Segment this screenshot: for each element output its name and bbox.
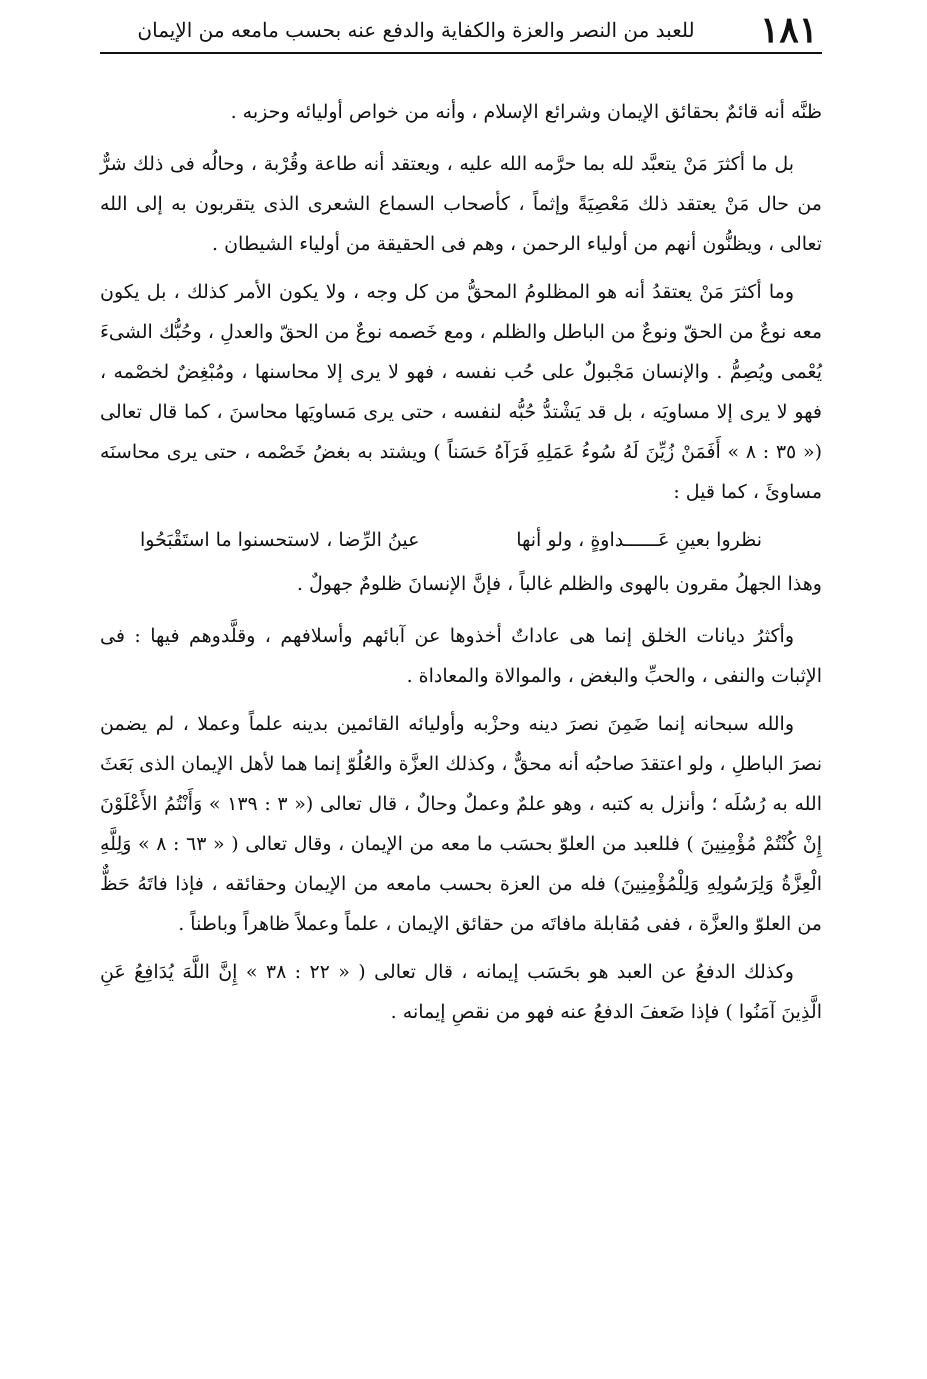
- paragraph: ظنَّه أنه قائمٌ بحقائق الإيمان وشرائع الإسلام ، وأنه من خواص أوليائه وحزبه .: [230, 101, 822, 123]
- page-number: ١٨١: [759, 9, 818, 51]
- running-head: للعبد من النصر والعزة والكفاية والدفع عنه بحسب مامعه من الإيمان: [137, 18, 695, 42]
- verse-second-hemistich: عينُ الرِّضا ، لاستحسنوا ما استَقْبَحُوا: [140, 529, 420, 551]
- verse-first-hemistich: نظروا بعينِ عَــــــداوةٍ ، ولو أنها: [516, 529, 762, 551]
- paragraph: وكذلك الدفعُ عن العبد هو بحَسَب إيمانه ، قال تعالى ( « ٢٢ : ٣٨ » إِنَّ اللَّهَ يُدَافِعُ عَنِ الَّذِينَ آمَنُوا ) فإذا ضَعفَ الدفعُ عنه فهو من نقصِ إيمانه .: [100, 961, 822, 1023]
- paragraph: وما أكثرَ مَنْ يعتقدُ أنه هو المظلومُ المحقُّ من كل وجه ، ولا يكون الأمر كذلك ، بل يكون معه نوعٌ من الحقّ ونوعٌ من الباطل والظلم ، ومع خَصمه نوعٌ من الحقّ والعدلِ ، وحُبُّك الشىءَ يُعْمى ويُصِمُّ . والإنسان مَجْبولٌ على حُب نفسه ، فهو لا يرى إلا محاسنها ، ومُبْغِضٌ لخصْمه ، فهو لا يرى إلا مساويَه ، بل قد يَشْتدُّ حُبُّه لنفسه ، حتى يرى مَساويَها محاسنَ ، كما قال تعالى (« ٣٥ : ٨ » أَفَمَنْ زُيِّنَ لَهُ سُوءُ عَمَلِهِ فَرَآهُ حَسَناً ) ويشتد به بغضُ خَصْمه ، حتى يرى محاسنَه مساوئَ ، كما قيل :: [100, 281, 822, 503]
- paragraph: بل ما أكثرَ مَنْ يتعبَّد لله بما حرَّمه الله عليه ، ويعتقد أنه طاعة وقُرْبة ، وحالُه فى ذلك شرٌّ من حال مَنْ يعتقد ذلك مَعْصِيَةً وإثماً ، كأصحاب السماع الشعرى الذى يتقربون به إلى الله تعالى ، ويظنُّون أنهم من أولياء الرحمن ، وهم فى الحقيقة من أولياء الشيطان .: [100, 153, 822, 255]
- paragraph: وهذا الجهلُ مقرون بالهوى والظلم غالباً ، فإنَّ الإنسانَ ظلومٌ جهولٌ .: [296, 573, 822, 595]
- paragraph: والله سبحانه إنما ضَمِنَ نصرَ دينه وحزْبه وأوليائه القائمين بدينه علماً وعملا ، لم يضمن نصرَ الباطلِ ، ولو اعتقدَ صاحبُه أنه محقٌّ ، وكذلك العزَّة والعُلُوّ إنما هما لأهل الإيمان الذى بَعَثَ الله به رُسُلَه ؛ وأنزل به كتبه ، وهو علمٌ وعملٌ وحالٌ ، قال تعالى (« ٣ : ١٣٩ » وَأَنْتُمُ الأَعْلَوْنَ إِنْ كُنْتُمْ مُؤْمِنِينَ ) فللعبد من العلوّ بحسَب ما معه من الإيمان ، وقال تعالى ( « ٦٣ : ٨ » وَلِلَّهِ الْعِزَّةُ وَلِرَسُولِهِ وَلِلْمُؤْمِنِينَ) فله من العزة بحسب مامعه من الإيمان وحقائقه ، فإذا فاتَهُ حَظٌّ من العلوّ والعزَّة ، ففى مُقابلة مافاتَه من حقائق الإيمان ، علماً وعملاً ظاهراً وباطناً .: [100, 713, 823, 935]
- poetry-verse: [100, 520, 822, 560]
- paragraph: وأكثرُ ديانات الخلق إنما هى عاداتٌ أخذوها عن آبائهم وأسلافهم ، وقلَّدوهم فيها : فى الإثبات والنفى ، والحبِّ والبغض ، والموالاة والمعاداة .: [100, 625, 822, 687]
- body-text: [100, 92, 822, 1040]
- page-header: [100, 8, 822, 54]
